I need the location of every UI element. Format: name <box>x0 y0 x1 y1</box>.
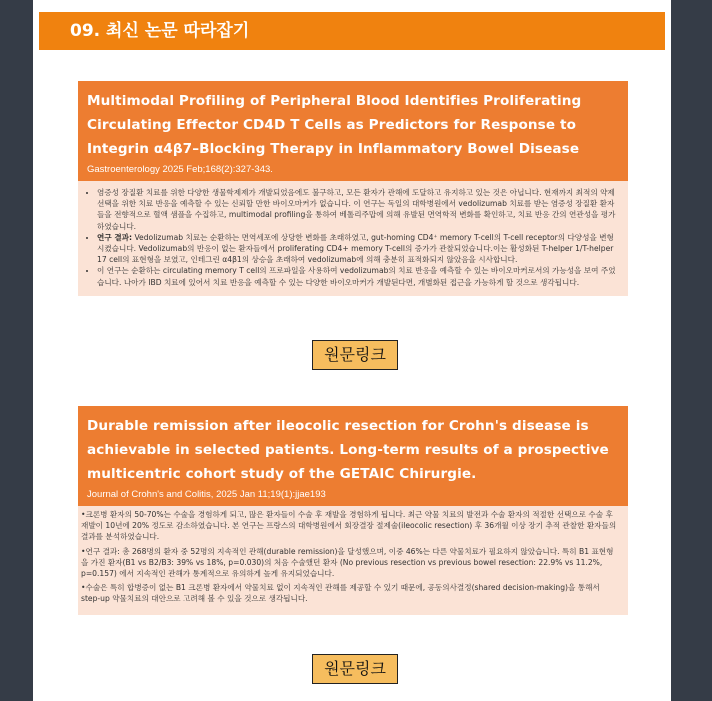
paper-card-2 <box>78 406 628 615</box>
summary-list <box>86 187 618 288</box>
newsletter-page <box>33 0 671 701</box>
bullet-label: 연구 결과: <box>97 232 133 242</box>
summary-bullet: • 연구 결과: Vedolizumab 치료는 순환하는 면역세포에 상당한 변화를 초래하였고, gut-homing CD4⁺ memory T-cell의 T-cell receptor의 다양성을 변형시켰습니다. Vedolizumab의 반응이 없는 환자들에서 proliferating CD4+ memory T-cell의 증가가 관찰되었습니다.이는 활성화된 T-helper 1/T-helper 17 cell의 표현형을 보였고, 인테그린 α4β1의 상승을 초래하여 vedolizumab에 의해 충분히 표적화되지 않았음을 시사합니다. <box>97 232 618 266</box>
summary-paragraph: •크론병 환자의 50-70%는 수술을 경험하게 되고, 많은 환자들이 수술 후 재발을 경험하게 됩니다. 최근 약물 치료의 발전과 수술 환자의 적절한 선택으로 수술 후 재발이 10년에 20% 정도로 감소하였습니다. 본 연구는 프랑스의 대학병원에서 회장결장 절제술(ileocolic resection) 후 36개월 이상 장기 추적 관찰한 환자들의 결과를 분석하였습니다. <box>81 510 617 542</box>
paper-summary <box>78 181 628 296</box>
paper-title: Durable remission after ileocolic resection for Crohn's disease is achievable in selected patients. Long-term results of a prospective multicentric cohort study of the GETAIC Chirurgie. <box>87 418 609 482</box>
summary-bullet: • 이 연구는 순환하는 circulating memory T cell의 프로파일을 사용하여 vedolizumab의 치료 반응을 예측할 수 있는 바이오마커로서의 가능성을 보여 주었습니다. 나아가 IBD 치료에 있어서 치료 반응을 예측할 수 있는 다양한 바이오마커가 개발된다면, 개별화된 접근을 가능하게 할 것으로 생각됩니다. <box>97 265 618 287</box>
paper-title: Multimodal Profiling of Peripheral Blood Identifies Proliferating Circulating Effector CD4D T Cells as Predictors for Response to Integrin α4β7–Blocking Therapy in Inflammatory Bowel Disease <box>87 93 582 157</box>
paper-journal: Journal of Crohn's and Colitis, 2025 Jan 11;19(1):jjae193 <box>87 489 326 500</box>
summary-bullet: • 염증성 장질환 치료를 위한 다양한 생물학제제가 개발되었음에도 불구하고, 모든 환자가 관해에 도달하고 유지하고 있는 것은 아닙니다. 현재까지 최적의 약제 선택을 위한 치료 반응을 예측할 수 있는 신뢰할 만한 바이오마커가 없습니다. 이 연구는 독일의 대학병원에서 vedolizumab 치료를 받는 염증성 장질환 환자들을 전향적으로 혈액 샘플을 수집하고, multimodal profiling을 통하여 베톨리주맙에 의해 유발된 면역학적 변화를 확인하고, 치료 반응 간의 연관성을 평가하였습니다. <box>97 187 618 232</box>
paper-card-1 <box>78 81 628 296</box>
original-link-button[interactable]: 원문링크 <box>312 340 398 370</box>
summary-paragraph: •연구 결과: 총 268명의 환자 중 52명의 지속적인 관해(durable remission)을 달성했으며, 이중 46%는 다른 약물치료가 필요하지 않았습니다. 특히 B1 표현형을 가진 환자(B1 vs B2/B3: 39% vs 18%, p=0.030)의 처음 수술했던 환자 (No previous resection vs previous bowel resection: 22.9% vs 11.2%, p=0.157) 에서 지속적인 관해가 통계적으로 유의하게 높게 유지되었습니다. <box>81 546 614 579</box>
original-link-button[interactable]: 원문링크 <box>312 654 398 684</box>
section-header: 09. 최신 논문 따라잡기 <box>39 12 665 50</box>
summary-paragraph: •수술은 특히 합병증이 없는 B1 크론병 환자에서 약물치료 없이 지속적인 관해를 제공할 수 있기 때문에, 공동의사결정(shared decision-making)을 통해서 step-up 약물치료의 대안으로 고려해 볼 수 있을 것으로 생각됩니다. <box>81 583 600 604</box>
paper-header <box>78 406 628 506</box>
paper-summary <box>78 506 628 615</box>
paper-journal: Gastroenterology 2025 Feb;168(2):327-343. <box>87 164 273 175</box>
paper-header <box>78 81 628 181</box>
